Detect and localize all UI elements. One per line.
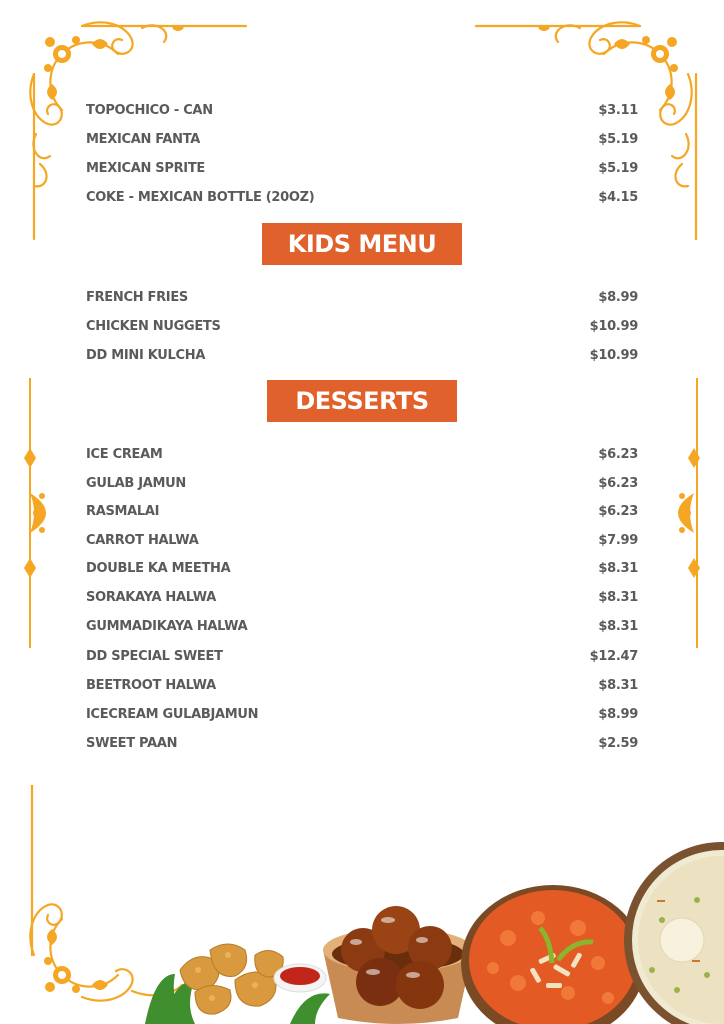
menu-item xyxy=(86,529,638,551)
item-name: CARROT HALWA xyxy=(86,532,199,548)
item-price: $8.99 xyxy=(598,289,638,305)
menu-item xyxy=(86,128,638,150)
side-ornament-left xyxy=(20,378,50,648)
menu-item xyxy=(86,344,638,366)
gulab-jamun-image xyxy=(318,900,478,1024)
rasmalai-image xyxy=(622,840,724,1024)
item-price: $12.47 xyxy=(589,648,638,664)
item-price: $6.23 xyxy=(598,475,638,491)
menu-item xyxy=(86,674,638,696)
menu-item xyxy=(86,286,638,308)
item-name: ICE CREAM xyxy=(86,446,163,462)
item-price: $3.11 xyxy=(598,102,638,118)
item-price: $5.19 xyxy=(598,160,638,176)
menu-item xyxy=(86,443,638,465)
desserts-heading: DESSERTS xyxy=(267,380,457,422)
item-price: $8.31 xyxy=(598,618,638,634)
item-price: $6.23 xyxy=(598,446,638,462)
item-name: DOUBLE KA MEETHA xyxy=(86,560,231,576)
menu-item xyxy=(86,315,638,337)
item-price: $8.99 xyxy=(598,706,638,722)
kids-menu-heading: KIDS MENU xyxy=(262,223,462,265)
item-price: $5.19 xyxy=(598,131,638,147)
item-name: DD MINI KULCHA xyxy=(86,347,206,363)
item-name: GULAB JAMUN xyxy=(86,475,186,491)
item-name: RASMALAI xyxy=(86,503,160,519)
item-name: SWEET PAAN xyxy=(86,735,178,751)
menu-item xyxy=(86,99,638,121)
item-name: SORAKAYA HALWA xyxy=(86,589,216,605)
item-price: $6.23 xyxy=(598,503,638,519)
menu-item xyxy=(86,472,638,494)
menu-item xyxy=(86,586,638,608)
carrot-halwa-image xyxy=(458,868,648,1024)
item-price: $7.99 xyxy=(598,532,638,548)
item-price: $10.99 xyxy=(589,347,638,363)
menu-item xyxy=(86,645,638,667)
item-name: GUMMADIKAYA HALWA xyxy=(86,618,248,634)
side-ornament-right xyxy=(674,378,704,648)
item-price: $4.15 xyxy=(598,189,638,205)
menu-item xyxy=(86,500,638,522)
menu-item xyxy=(86,186,638,208)
item-price: $8.31 xyxy=(598,589,638,605)
item-name: COKE - MEXICAN BOTTLE (20OZ) xyxy=(86,189,315,205)
menu-item xyxy=(86,557,638,579)
item-name: DD SPECIAL SWEET xyxy=(86,648,223,664)
item-price: $8.31 xyxy=(598,677,638,693)
menu-item xyxy=(86,732,638,754)
menu-item xyxy=(86,615,638,637)
item-price: $2.59 xyxy=(598,735,638,751)
item-price: $8.31 xyxy=(598,560,638,576)
item-name: ICECREAM GULABJAMUN xyxy=(86,706,259,722)
item-name: MEXICAN SPRITE xyxy=(86,160,205,176)
item-name: CHICKEN NUGGETS xyxy=(86,318,221,334)
item-name: BEETROOT HALWA xyxy=(86,677,216,693)
chicken-nuggets-image xyxy=(140,900,340,1024)
menu-item xyxy=(86,157,638,179)
menu-item xyxy=(86,703,638,725)
item-name: FRENCH FRIES xyxy=(86,289,188,305)
item-name: MEXICAN FANTA xyxy=(86,131,201,147)
item-name: TOPOCHICO - CAN xyxy=(86,102,213,118)
item-price: $10.99 xyxy=(589,318,638,334)
